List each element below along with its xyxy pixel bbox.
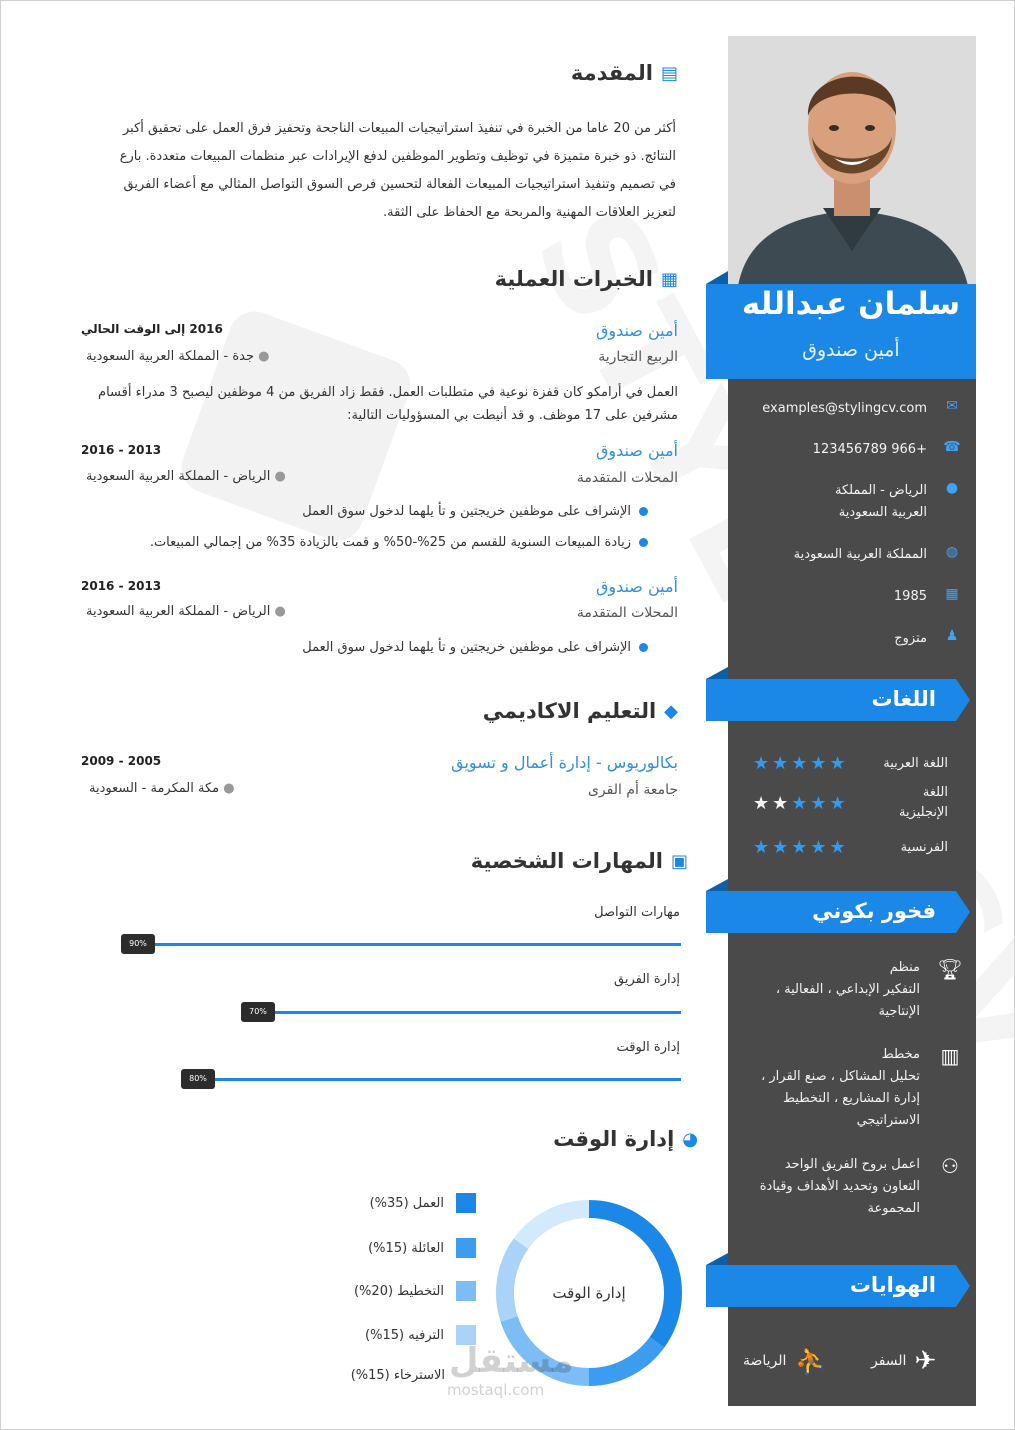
envelope-icon: ✉ — [946, 398, 958, 414]
building-icon: ▦ — [660, 268, 678, 290]
contact-phone[interactable]: ☎ +966 123456789 — [751, 439, 963, 461]
skill-1-badge: 90% — [121, 934, 155, 954]
phone-icon: ☎ — [943, 439, 961, 455]
contact-nationality: ◍ المملكة العربية السعودية — [751, 544, 963, 566]
donut-slice-4 — [505, 1244, 521, 1319]
job-3-date: 2013 - 2016 — [81, 579, 162, 593]
pie-chart-icon: ◕ — [682, 1128, 698, 1150]
profile-name: سلمان عبدالله — [741, 286, 961, 322]
education-degree: بكالوريوس - إدارة أعمال و تسويق — [451, 753, 678, 772]
legend-item-4: الترفيه (15%) — [365, 1325, 476, 1345]
languages-title: اللغات — [871, 687, 936, 711]
team-icon: ⚇ — [941, 1154, 959, 1178]
job-2-location: ● الرياض - المملكة العربية السعودية — [86, 469, 286, 484]
achievement-organizer: 🏆︎ منظم التفكير الإبداعي ، الفعالية ، الإنتاجية — [746, 957, 966, 1023]
contact-address: ● الرياض - المملكة العربية السعودية — [751, 480, 963, 524]
location-pin-icon: ● — [270, 604, 286, 619]
contact-birth-year: ▦ 1985 — [751, 586, 963, 608]
skill-3-bar — [201, 1078, 681, 1081]
person-icon: ♟ — [945, 628, 959, 644]
skill-1-bar — [141, 943, 681, 946]
mostaql-logo-sub: mostaql.com — [447, 1381, 545, 1399]
job-3-location: ● الرياض - المملكة العربية السعودية — [86, 604, 286, 619]
location-pin-icon: ● — [945, 480, 959, 496]
profile-photo — [728, 36, 976, 286]
airplane-icon: ✈ — [914, 1346, 937, 1376]
legend-swatch — [456, 1281, 476, 1301]
achievements-ribbon-fold — [706, 879, 728, 891]
job-3-bullet-1: الإشراف على موظفين خريجتين و تأ يلهما لدخول سوق العمل — [302, 640, 648, 655]
intro-heading: ▤ المقدمة — [570, 61, 678, 85]
education-location: ● مكة المكرمة - السعودية — [89, 781, 235, 796]
education-heading: ◆ التعليم الاكاديمي — [482, 699, 678, 723]
hobbies-title: الهوايات — [849, 1273, 936, 1297]
donut-slice-2 — [589, 1342, 657, 1377]
donut-slice-5 — [521, 1209, 589, 1244]
graduation-cap-icon: ◆ — [664, 700, 678, 722]
legend-swatch — [456, 1193, 476, 1213]
job-2-bullet-1: الإشراف على موظفين خريجتين و تأ يلهما لدخول سوق العمل — [302, 504, 648, 519]
hobby-travel: ✈ السفر — [871, 1346, 937, 1376]
legend-item-1: العمل (35%) — [370, 1193, 476, 1213]
location-pin-icon: ● — [219, 781, 235, 796]
skill-3-label: إدارة الوقت — [616, 1040, 680, 1055]
bullet-dot-icon — [639, 507, 648, 516]
donut-center-label: إدارة الوقت — [552, 1284, 626, 1302]
skill-1-label: مهارات التواصل — [594, 905, 680, 920]
hobby-sports: ⛹ الرياضة — [743, 1346, 827, 1376]
experience-heading: ▦ الخبرات العملية — [494, 267, 678, 291]
hobbies-ribbon-fold — [706, 1253, 728, 1265]
person-photo-icon — [728, 36, 976, 286]
job-2-bullet-2: زيادة المبيعات السنوية للقسم من 25%-50% و قمت بالزيادة 35% من إجمالي المبيعات. — [150, 535, 648, 550]
books-icon: ▥ — [940, 1044, 960, 1068]
job-1-location: ● جدة - المملكة العربية السعودية — [86, 349, 270, 364]
achievement-planner: ▥ مخطط تحليل المشاكل ، صنع القرار ، إدارة المشاريع ، التخطيط الاستراتيجي — [746, 1044, 966, 1132]
rating-stars: ★★★★★ — [753, 792, 849, 814]
donut-slice-1 — [589, 1209, 673, 1342]
job-1-date: 2016 إلى الوقت الحالي — [81, 322, 223, 336]
job-3-company: المحلات المتقدمة — [576, 605, 678, 621]
job-2-date: 2013 - 2016 — [81, 443, 162, 457]
job-3-title: أمين صندوق — [595, 577, 678, 596]
mostaql-logo: مستقل — [449, 1341, 574, 1381]
running-icon: ⛹ — [794, 1346, 827, 1376]
globe-icon: ◍ — [945, 544, 959, 560]
rating-stars: ★★★★★ — [753, 753, 849, 774]
rating-stars: ★★★★★ — [753, 837, 849, 858]
language-arabic: اللغة العربية ★★★★★ — [753, 753, 948, 774]
bullet-dot-icon — [639, 538, 648, 547]
skill-2-bar — [261, 1011, 681, 1014]
language-french: الفرنسية ★★★★★ — [753, 837, 948, 858]
trophy-icon: 🏆︎ — [937, 957, 963, 981]
job-1-description: العمل في أرامكو كان قفزة نوعية في متطلبات العمل. فقط زاد الفريق من 4 موظفين ليصبح 3 مدراء أقسام مشرفين على 17 موظف. و قد أنيطت بي المسؤوليات التالية: — [98, 385, 678, 423]
contact-marital-status: ♟ متزوج — [751, 628, 963, 650]
chart-board-icon: ▣ — [670, 850, 688, 872]
job-2-company: المحلات المتقدمة — [576, 470, 678, 486]
skill-2-badge: 70% — [241, 1002, 275, 1022]
achievement-teamwork: ⚇ اعمل بروح الفريق الواحد التعاون وتحديد الأهداف وقيادة المجموعة — [746, 1154, 966, 1220]
legend-item-5: الاسترخاء (15%) — [350, 1368, 445, 1383]
document-icon: ▤ — [660, 62, 678, 84]
location-pin-icon: ● — [254, 349, 270, 364]
skill-3-badge: 80% — [181, 1069, 215, 1089]
time-management-heading: ◕ إدارة الوقت — [553, 1127, 698, 1151]
job-1-title: أمين صندوق — [595, 321, 678, 340]
job-2-title: أمين صندوق — [595, 441, 678, 460]
language-english: اللغة الإنجليزية ★★★★★ — [753, 785, 948, 820]
legend-item-3: التخطيط (20%) — [354, 1281, 476, 1301]
legend-swatch — [456, 1238, 476, 1258]
location-pin-icon: ● — [270, 469, 286, 484]
education-date: 2005 - 2009 — [81, 754, 162, 768]
job-1-company: الربيع التجارية — [598, 349, 678, 365]
intro-text: أكثر من 20 عاما من الخبرة في تنفيذ استراتيجيات المبيعات الناجحة وتحفيز فرق العمل على تحقيق أكبر النتائج. ذو خبرة متميزة في توظيف وتطوير الموظفين لدفع الإيرادات عبر منظمات المبيعات متعددة. بارع في تصميم وتنفيذ استراتيجيات المبيعات الفعالة لتحسين فرص السوق التواصل المثالي مع أعضاء الفريق لتعزيز العلاقات المهنية والمربحة مع الحفاظ على الثقة. — [119, 121, 676, 220]
skill-2-label: إدارة الفريق — [613, 972, 680, 987]
contact-email[interactable]: ✉ examples@stylingcv.com — [751, 398, 963, 420]
legend-item-2: العائلة (15%) — [368, 1238, 476, 1258]
achievements-title: فخور بكوني — [812, 899, 936, 923]
bullet-dot-icon — [639, 643, 648, 652]
education-school: جامعة أم القرى — [587, 782, 678, 798]
calendar-icon: ▦ — [945, 586, 959, 602]
name-banner-fold — [706, 271, 728, 284]
languages-ribbon-fold — [706, 667, 728, 679]
skills-heading: ▣ المهارات الشخصية — [470, 849, 688, 873]
profile-job-title: أمين صندوق — [802, 339, 900, 361]
